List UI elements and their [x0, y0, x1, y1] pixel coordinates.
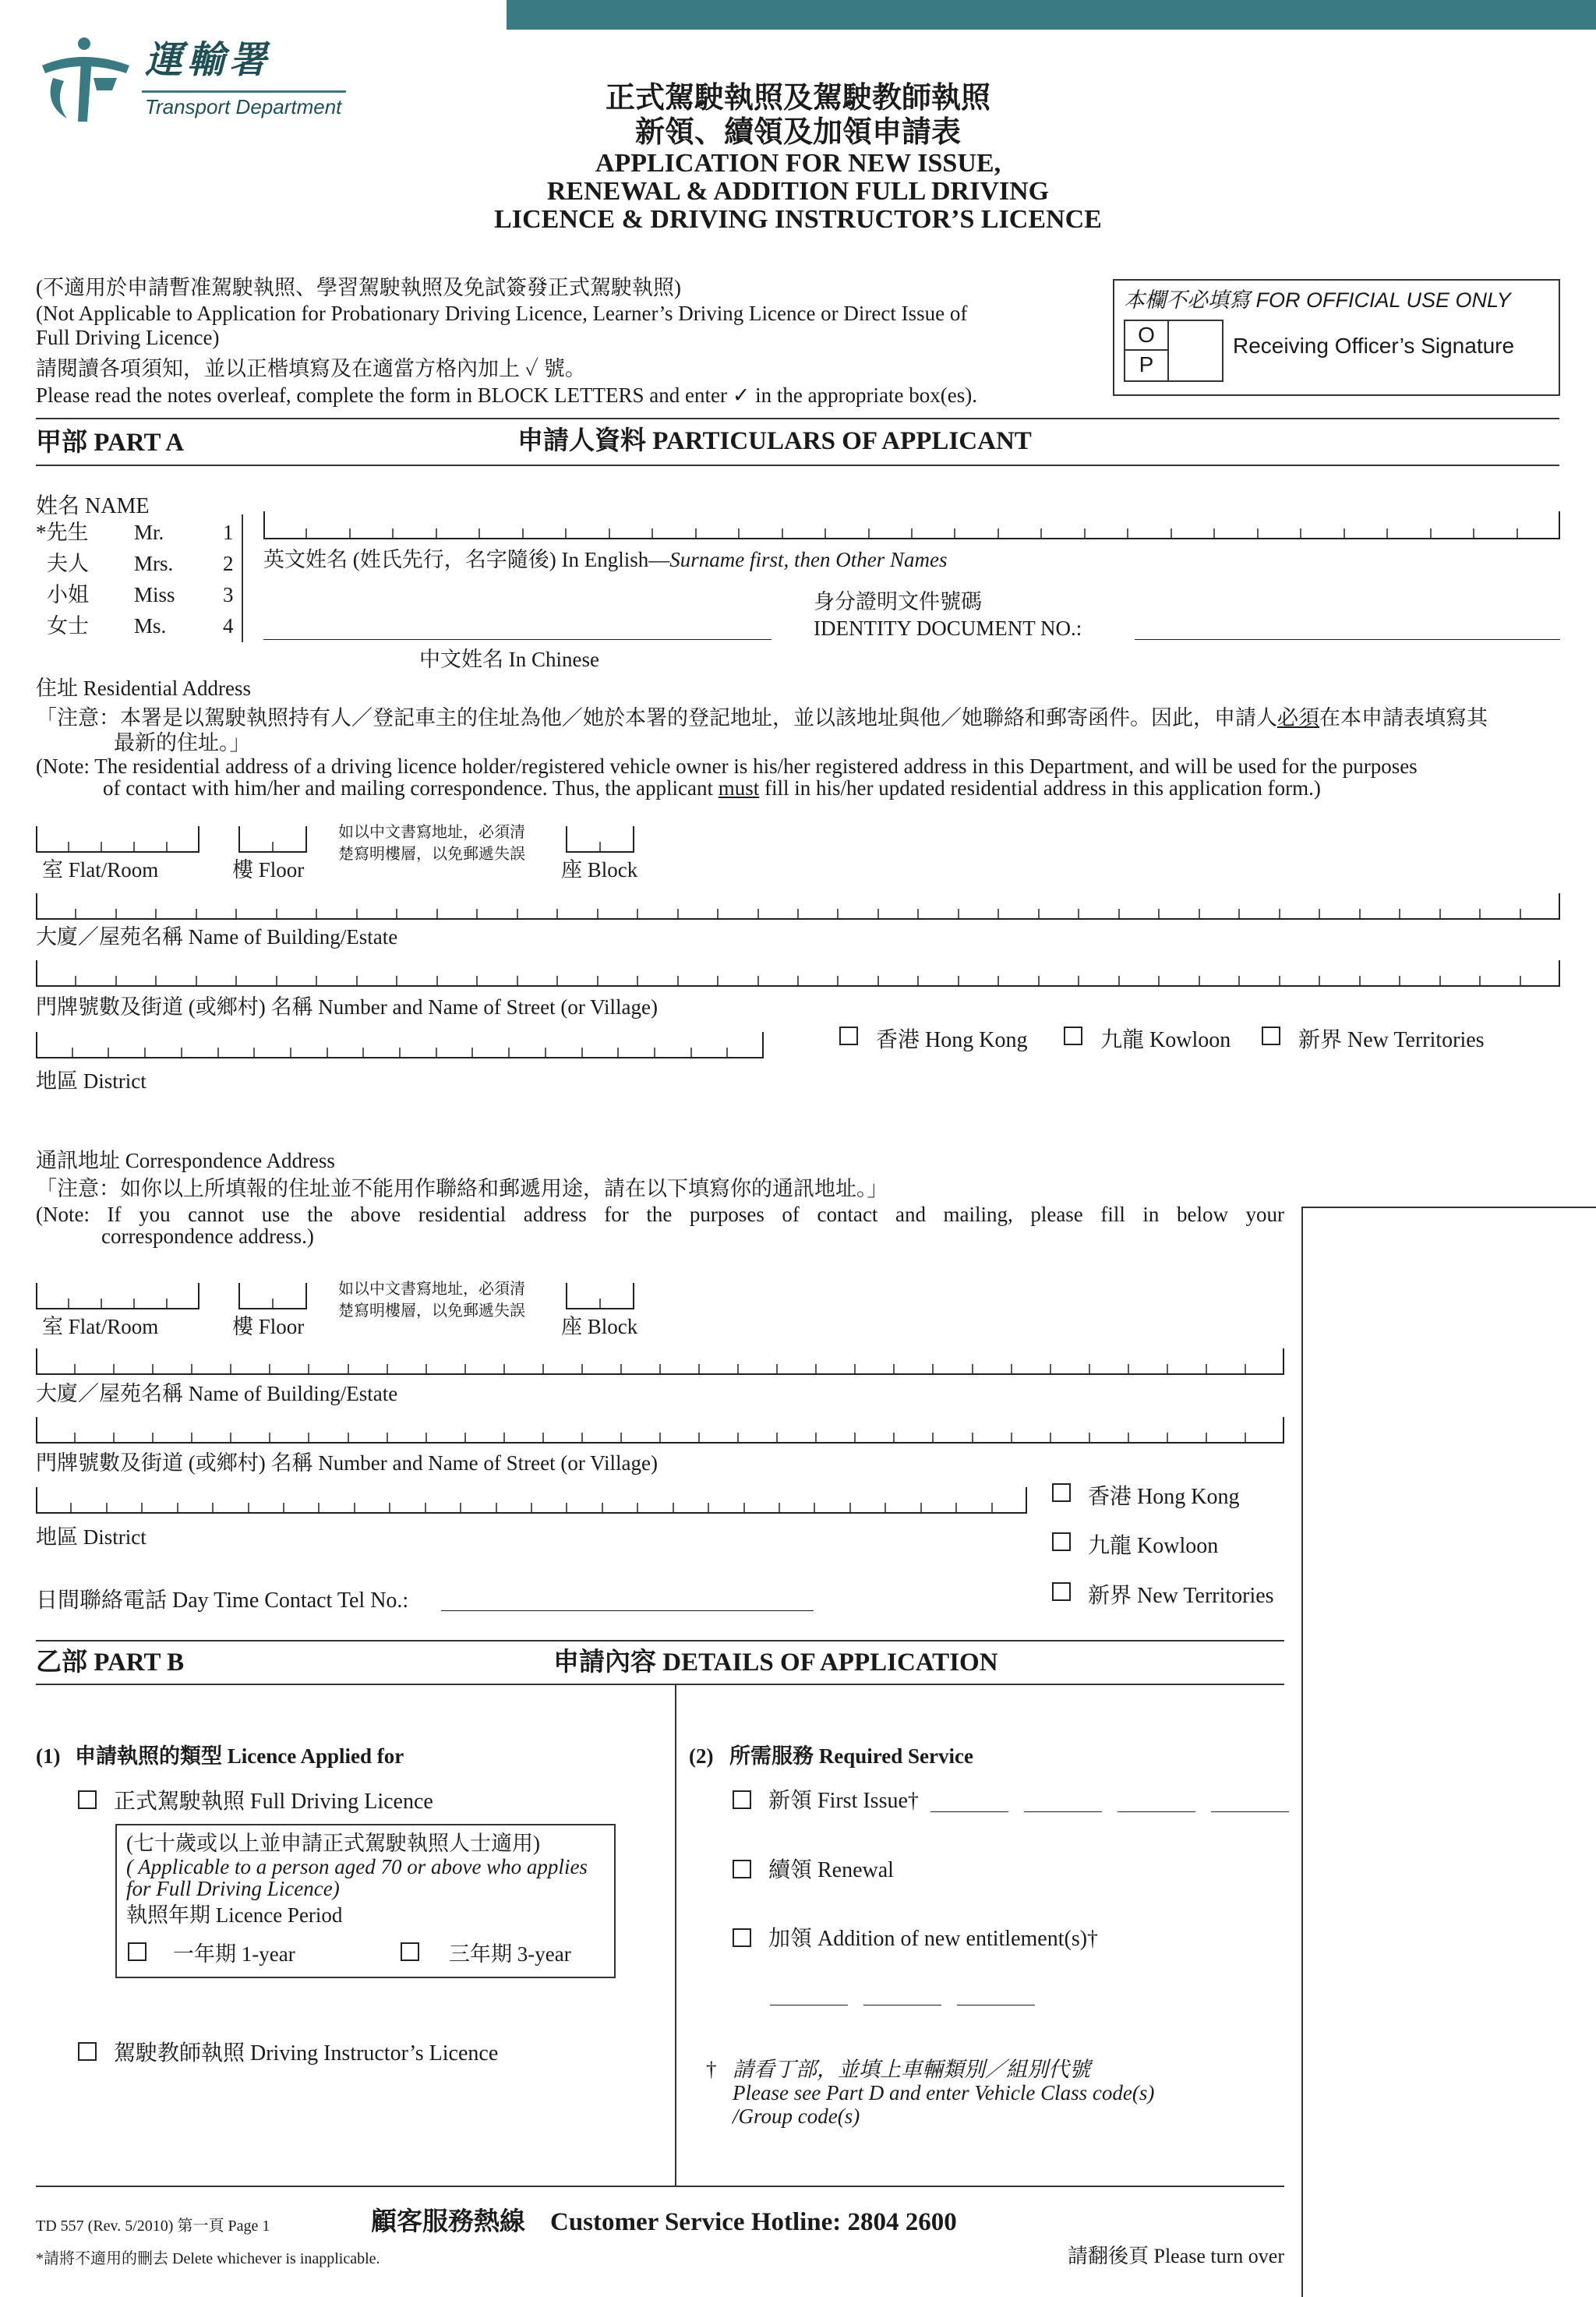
residential-note-en-2 — [103, 776, 1321, 800]
res-chinese-hint-1: 如以中文書寫地址，必須清 — [338, 824, 525, 841]
corr-district-label: 地區 District — [36, 1525, 147, 1549]
aged-70-box — [115, 1824, 616, 1978]
not-applicable-note-cn: (不適用於申請暫准駕駛執照、學習駕駛執照及免試簽發正式駕駛執照) — [36, 276, 681, 299]
res-district-input[interactable] — [36, 1032, 764, 1058]
title-mr-en: Mr. — [134, 521, 164, 544]
part-a-label: 甲部 PART A — [36, 429, 185, 457]
title-mrs-cn: 夫人 — [47, 552, 89, 575]
receiving-officer-signature-label: Receiving Officer’s Signature — [1233, 334, 1515, 358]
footnote-en-1: Please see Part D and enter Vehicle Class code(s) — [733, 2081, 1155, 2104]
hotline-en: Customer Service Hotline: 2804 2600 — [550, 2208, 957, 2236]
title-miss-cn: 小姐 — [47, 583, 89, 606]
correspondence-address-title: 通訊地址 Correspondence Address — [36, 1149, 335, 1172]
title-options-bar — [242, 514, 243, 642]
one-year-checkbox[interactable] — [128, 1942, 147, 1961]
corr-kowloon-checkbox[interactable] — [1052, 1532, 1071, 1551]
instructor-licence-checkbox[interactable] — [78, 2042, 97, 2061]
header-accent-bar — [507, 0, 1596, 30]
official-p-label: P — [1125, 351, 1169, 380]
english-name-caption-cn: 英文姓名 (姓氏先行，名字隨後) In English— — [263, 548, 670, 571]
id-document-label-cn: 身分證明文件號碼 — [814, 590, 982, 613]
op-grid — [1124, 320, 1223, 382]
licence-heading: 申請執照的類型 Licence Applied for — [75, 1744, 404, 1768]
title-mr-cn: *先生 — [36, 521, 89, 544]
renewal-label: 續領 Renewal — [768, 1858, 894, 1882]
title-english-1: APPLICATION FOR NEW ISSUE, — [595, 149, 1001, 178]
not-applicable-note-en-2: Full Driving Licence) — [36, 326, 220, 349]
title-chinese-1: 正式駕駛執照及駕駛教師執照 — [605, 82, 990, 115]
corr-building-input[interactable] — [36, 1348, 1284, 1375]
first-issue-checkbox[interactable] — [733, 1790, 751, 1809]
corr-district-input[interactable] — [36, 1487, 1027, 1514]
transport-department-logo — [36, 34, 348, 128]
part-b-end-rule — [36, 2186, 1284, 2187]
corr-kowloon-label: 九龍 Kowloon — [1088, 1534, 1219, 1558]
hotline-cn: 顧客服務熱線 — [371, 2208, 525, 2236]
id-document-input[interactable] — [1135, 639, 1560, 640]
res-kowloon-label: 九龍 Kowloon — [1100, 1028, 1231, 1052]
corr-block-label: 座 Block — [561, 1315, 638, 1338]
correspondence-note-cn: 「注意：如你以上所填報的住址並不能用作聯絡和郵遞用途，請在以下填寫你的通訊地址。」 — [36, 1177, 888, 1200]
title-block — [408, 81, 1188, 234]
res-block-label: 座 Block — [561, 858, 638, 882]
residential-address-title: 住址 Residential Address — [36, 677, 251, 700]
corr-hong-kong-checkbox[interactable] — [1052, 1483, 1071, 1502]
part-b-title: 申請內容 DETAILS OF APPLICATION — [553, 1649, 998, 1677]
residential-note-en-must: must — [718, 776, 760, 800]
correspondence-note-en-1: (Note: If you cannot use the above residential address for the purposes of contact and mailing, please fill in below your — [36, 1203, 1284, 1226]
one-year-label: 一年期 1-year — [173, 1942, 295, 1966]
service-heading-num: (2) — [689, 1744, 714, 1768]
res-street-label: 門牌號數及街道 (或鄉村) 名稱 Number and Name of Street (or Village) — [36, 995, 658, 1019]
part-b-column-divider — [675, 1684, 676, 2186]
form-number: TD 557 (Rev. 5/2010) 第一頁 Page 1 — [36, 2217, 270, 2235]
title-english-3: LICENCE & DRIVING INSTRUCTOR’S LICENCE — [494, 205, 1102, 234]
part-a-title: 申請人資料 PARTICULARS OF APPLICANT — [517, 427, 1032, 455]
logo-english-name: Transport Department — [145, 95, 342, 118]
title-ms-cn: 女士 — [47, 614, 89, 638]
residential-note-cn-1 — [36, 706, 1488, 730]
not-applicable-note-en-1: (Not Applicable to Application for Probationary Driving Licence, Learner’s Driving Licence or Direct Issue of — [36, 302, 968, 325]
residential-note-cn-2: 最新的住址。」 — [114, 731, 251, 754]
residential-note-en-1: (Note: The residential address of a driving licence holder/registered vehicle owner is his/her registered address in this Department, and will be used for the purposes — [36, 754, 1418, 778]
aged-70-note-cn: (七十歲或以上並申請正式駕駛執照人士適用) — [126, 1832, 540, 1855]
instructions-cn: 請閱讀各項須知，並以正楷填寫及在適當方格內加上 ✓ 號。 — [36, 357, 586, 380]
res-floor-input[interactable] — [238, 826, 307, 853]
res-kowloon-checkbox[interactable] — [1064, 1027, 1082, 1045]
corr-new-territories-checkbox[interactable] — [1052, 1582, 1071, 1601]
title-mrs-en: Mrs. — [134, 552, 174, 575]
residential-note-cn-1a: 「注意：本署是以駕駛執照持有人／登記車主的住址為他／她於本署的登記地址，並以該地址與他／她聯絡和郵寄函件。因此，申請人 — [36, 706, 1277, 730]
official-o-label: O — [1125, 321, 1169, 351]
res-building-input[interactable] — [36, 893, 1560, 920]
english-name-caption — [263, 548, 947, 572]
title-chinese-2: 新領、續領及加領申請表 — [634, 116, 961, 149]
instructor-licence-label: 駕駛教師執照 Driving Instructor’s Licence — [114, 2041, 499, 2066]
correspondence-note-en-2: correspondence address.) — [101, 1224, 314, 1248]
res-street-input[interactable] — [36, 960, 1560, 987]
residential-note-cn-must: 必須 — [1277, 706, 1319, 730]
res-new-territories-checkbox[interactable] — [1262, 1027, 1280, 1045]
chinese-name-caption: 中文姓名 In Chinese — [419, 648, 599, 671]
addition-label: 加領 Addition of new entitlement(s)† — [768, 1927, 1099, 1951]
instructions-en: Please read the notes overleaf, complete the form in BLOCK LETTERS and enter ✓ in the appropriate box(es). — [36, 383, 977, 407]
corr-chinese-hint-1: 如以中文書寫地址，必須清 — [338, 1281, 525, 1298]
first-issue-code-1[interactable] — [930, 1811, 1008, 1812]
res-hong-kong-checkbox[interactable] — [839, 1027, 858, 1045]
corr-street-input[interactable] — [36, 1417, 1284, 1444]
residential-note-en-2a: of contact with him/her and mailing correspondence. Thus, the applicant — [103, 776, 719, 800]
footnote-dagger: † — [706, 2058, 717, 2081]
daytime-tel-input[interactable] — [441, 1610, 814, 1611]
corr-hong-kong-label: 香港 Hong Kong — [1088, 1485, 1240, 1509]
full-driving-licence-label: 正式駕駛執照 Full Driving Licence — [114, 1790, 433, 1814]
logo-chinese-name: 運輸署 — [145, 40, 272, 81]
title-english-2: RENEWAL & ADDITION FULL DRIVING — [546, 177, 1050, 206]
res-flat-input[interactable] — [36, 826, 200, 853]
part-a-bottom-rule — [36, 465, 1559, 466]
corr-street-label: 門牌號數及街道 (或鄉村) 名稱 Number and Name of Street (or Village) — [36, 1451, 658, 1475]
part-a-top-rule — [36, 418, 1559, 419]
title-mrs-num: 2 — [223, 552, 234, 575]
residential-note-cn-1b: 在本申請表填寫其 — [1319, 706, 1488, 730]
addition-checkbox[interactable] — [733, 1928, 751, 1947]
res-new-territories-label: 新界 New Territories — [1298, 1028, 1485, 1052]
res-chinese-hint-2: 楚寫明樓層，以免郵遞失誤 — [338, 846, 525, 863]
corr-flat-label: 室 Flat/Room — [42, 1315, 159, 1338]
res-hong-kong-label: 香港 Hong Kong — [876, 1028, 1028, 1052]
residential-note-en-2b: fill in his/her updated residential address in this application form.) — [759, 776, 1321, 800]
corr-floor-label: 樓 Floor — [232, 1315, 305, 1338]
title-ms-en: Ms. — [134, 614, 167, 638]
first-issue-code-2[interactable] — [1024, 1811, 1102, 1812]
logo-emblem-icon — [36, 34, 137, 128]
licence-heading-num: (1) — [36, 1744, 61, 1768]
title-ms-num: 4 — [223, 614, 234, 638]
title-miss-num: 3 — [223, 583, 234, 606]
full-driving-licence-checkbox[interactable] — [78, 1790, 97, 1809]
english-name-input[interactable] — [263, 511, 1560, 539]
name-label: 姓名 NAME — [36, 494, 150, 518]
corr-block-input[interactable] — [566, 1283, 634, 1309]
title-mr-num: 1 — [223, 521, 234, 544]
res-floor-label: 樓 Floor — [232, 858, 305, 882]
service-heading: 所需服務 Required Service — [729, 1744, 973, 1768]
aged-70-note-en-2: for Full Driving Licence) — [126, 1877, 340, 1900]
res-flat-label: 室 Flat/Room — [42, 858, 159, 882]
aged-70-note-en-1: ( Applicable to a person aged 70 or above who applies — [126, 1855, 588, 1878]
corr-new-territories-label: 新界 New Territories — [1088, 1584, 1274, 1608]
corr-floor-input[interactable] — [238, 1283, 307, 1309]
footnote-cn: 請看丁部，並填上車輛類別／組別代號 — [733, 2058, 1090, 2081]
english-name-caption-it: Surname first, then Other Names — [669, 548, 948, 571]
photo-area-border — [1301, 1207, 1596, 2297]
corr-chinese-hint-2: 楚寫明樓層，以免郵遞失誤 — [338, 1302, 525, 1320]
part-b-bottom-rule — [36, 1684, 1284, 1685]
res-district-label: 地區 District — [36, 1069, 147, 1093]
official-use-box — [1113, 279, 1560, 396]
first-issue-code-4[interactable] — [1211, 1811, 1289, 1812]
corr-flat-input[interactable] — [36, 1283, 200, 1309]
res-block-input[interactable] — [566, 826, 634, 853]
logo-divider — [142, 90, 346, 93]
three-year-checkbox[interactable] — [401, 1942, 419, 1961]
part-b-label: 乙部 PART B — [36, 1649, 185, 1677]
official-use-title: 本欄不必填寫 FOR OFFICIAL USE ONLY — [1124, 288, 1511, 312]
first-issue-code-3[interactable] — [1118, 1811, 1195, 1812]
id-document-label-en: IDENTITY DOCUMENT NO.: — [814, 617, 1082, 640]
res-building-label: 大廈／屋苑名稱 Name of Building/Estate — [36, 925, 398, 949]
daytime-tel-label: 日間聯絡電話 Day Time Contact Tel No.: — [36, 1588, 409, 1613]
licence-period-label: 執照年期 Licence Period — [126, 1903, 343, 1927]
first-issue-label: 新領 First Issue† — [768, 1789, 919, 1813]
corr-building-label: 大廈／屋苑名稱 Name of Building/Estate — [36, 1382, 398, 1405]
footnote-en-2: /Group code(s) — [733, 2104, 860, 2128]
delete-inapplicable-note: *請將不適用的刪去 Delete whichever is inapplicable. — [36, 2250, 380, 2267]
part-b-top-rule — [36, 1640, 1284, 1641]
chinese-name-input[interactable] — [263, 639, 772, 640]
please-turn-over: 請翻後頁 Please turn over — [1068, 2245, 1285, 2267]
three-year-label: 三年期 3-year — [449, 1942, 571, 1966]
title-miss-en: Miss — [134, 583, 175, 606]
renewal-checkbox[interactable] — [733, 1860, 751, 1878]
